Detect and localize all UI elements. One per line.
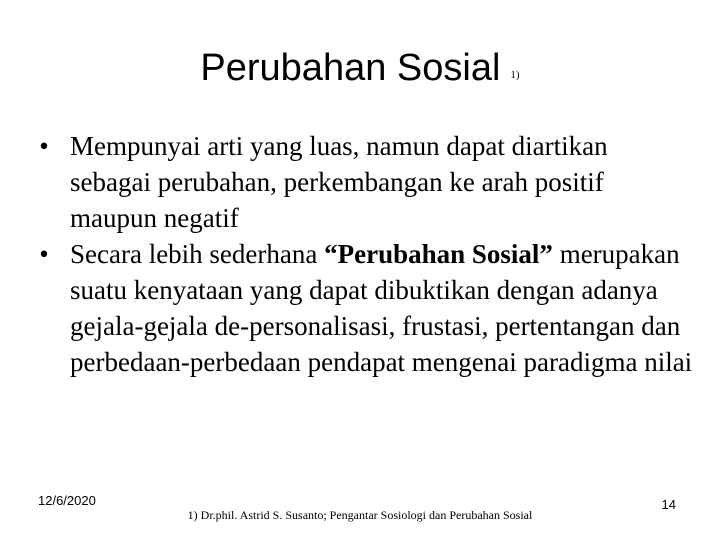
bullet-text-suffix: merupakan suatu kenyataan yang dapat dibuktikan dengan adanya gejala-gejala de-personalisasi, frustasi, pertentangan dan perbedaan-perbedaan pendapat mengenai paradigma nilai: [70, 239, 693, 377]
bullet-bold-term: “Perubahan Sosial”: [324, 239, 553, 269]
title-footnote-marker: 1): [510, 69, 520, 81]
bullet-text-prefix: Secara lebih sederhana: [70, 239, 325, 269]
bullet-list: [34, 128, 694, 380]
title-text: Perubahan Sosial: [200, 47, 501, 89]
bullet-icon: •: [39, 131, 49, 161]
bullet-item: [34, 236, 694, 380]
slide-page-number: 14: [661, 497, 676, 512]
footer-citation: 1) Dr.phil. Astrid S. Susanto; Pengantar Sosiologi dan Perubahan Sosial: [187, 508, 533, 522]
bullet-item: [34, 128, 694, 236]
bullet-icon: •: [39, 239, 49, 269]
slide-title: [0, 42, 720, 101]
footer-date: 12/6/2020: [38, 493, 96, 508]
bullet-text: Mempunyai arti yang luas, namun dapat diartikan sebagai perubahan, perkembangan ke arah positif maupun negatif: [70, 131, 608, 233]
